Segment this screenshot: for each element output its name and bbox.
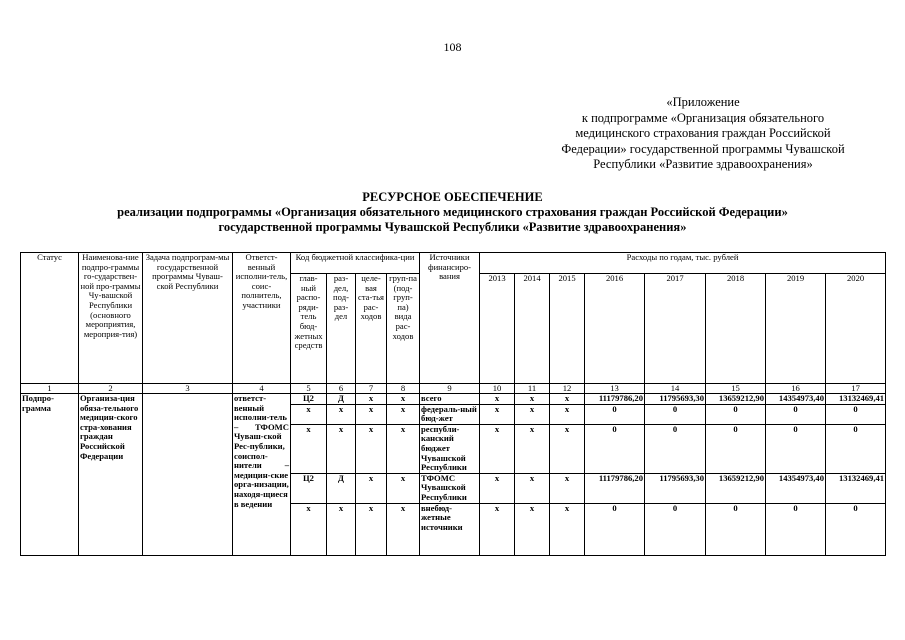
value-cell: 0 xyxy=(766,503,826,555)
header-rzpr: раз-дел, под-раз-дел xyxy=(327,274,356,384)
header-status: Статус xyxy=(21,253,79,384)
appendix-line: к подпрограмме «Организация обязательного xyxy=(581,110,825,125)
header-grbs: глав-ный распо-ряди-тель бюд-жетных средств xyxy=(291,274,327,384)
vr-cell: х xyxy=(387,424,420,473)
grbs-cell: х xyxy=(291,404,327,424)
header-year: 2017 xyxy=(645,274,706,384)
vr-cell: х xyxy=(387,394,420,405)
value-cell: х xyxy=(480,394,515,405)
header-task: Задача подпрограм-мы государственной программы Чуваш-ской Республики xyxy=(143,253,233,384)
appendix-line: Республики «Развитие здравоохранения» xyxy=(593,157,813,171)
value-cell: 11179786,20 xyxy=(585,394,645,405)
value-cell: х xyxy=(480,404,515,424)
header-year: 2016 xyxy=(585,274,645,384)
value-cell: х xyxy=(515,404,550,424)
value-cell: 0 xyxy=(706,424,766,473)
col-number: 13 xyxy=(585,384,645,394)
value-cell: 14354973,40 xyxy=(766,394,826,405)
appendix-note xyxy=(538,95,868,173)
grbs-cell: Ц2 xyxy=(291,473,327,503)
source-cell: всего xyxy=(420,394,480,405)
value-cell: 0 xyxy=(766,404,826,424)
col-number: 6 xyxy=(327,384,356,394)
value-cell: х xyxy=(550,404,585,424)
source-cell: федераль-ный бюд-жет xyxy=(420,404,480,424)
header-year: 2014 xyxy=(515,274,550,384)
document-title xyxy=(0,190,905,235)
vr-cell: х xyxy=(387,404,420,424)
table-row xyxy=(21,394,886,405)
value-cell: 0 xyxy=(585,503,645,555)
value-cell: 0 xyxy=(706,503,766,555)
appendix-line: Федерации» государственной программы Чувашской xyxy=(561,141,845,156)
title-line-3: государственной программы Чувашской Республики «Развитие здравоохранения» xyxy=(218,220,687,234)
csr-cell: х xyxy=(356,394,387,405)
grbs-cell: Ц2 xyxy=(291,394,327,405)
task-cell xyxy=(143,394,233,556)
col-number: 4 xyxy=(233,384,291,394)
header-budget-code: Код бюджетной классифика-ции xyxy=(291,253,420,274)
header-year: 2018 xyxy=(706,274,766,384)
column-number-row xyxy=(21,384,886,394)
header-source: Источники финансиро-вания xyxy=(420,253,480,384)
value-cell: 0 xyxy=(826,424,886,473)
rzpr-cell: х xyxy=(327,503,356,555)
value-cell: х xyxy=(515,473,550,503)
col-number: 5 xyxy=(291,384,327,394)
value-cell: 11179786,20 xyxy=(585,473,645,503)
value-cell: х xyxy=(550,424,585,473)
value-cell: 13132469,41 xyxy=(826,473,886,503)
csr-cell: х xyxy=(356,424,387,473)
value-cell: 0 xyxy=(645,503,706,555)
value-cell: х xyxy=(480,503,515,555)
value-cell: х xyxy=(550,473,585,503)
subprogram-name-cell: Организа-ция обяза-тельного медицин-ского стра-хования граждан Российской Федерации xyxy=(79,394,143,556)
appendix-line: медицинского страхования граждан Российской xyxy=(575,126,831,140)
csr-cell: х xyxy=(356,404,387,424)
value-cell: х xyxy=(515,424,550,473)
value-cell: 0 xyxy=(826,503,886,555)
vr-cell: х xyxy=(387,473,420,503)
value-cell: 0 xyxy=(585,424,645,473)
value-cell: 11795693,30 xyxy=(645,473,706,503)
header-vr: груп-па (под-груп-па) вида рас-ходов xyxy=(387,274,420,384)
resource-table xyxy=(20,252,886,556)
value-cell: 0 xyxy=(826,404,886,424)
col-number: 14 xyxy=(645,384,706,394)
value-cell: х xyxy=(480,473,515,503)
col-number: 9 xyxy=(420,384,480,394)
header-year: 2020 xyxy=(826,274,886,384)
col-number: 2 xyxy=(79,384,143,394)
col-number: 8 xyxy=(387,384,420,394)
value-cell: 14354973,40 xyxy=(766,473,826,503)
responsible-cell: ответст-венный исполни-тель – ТФОМС Чуваш-ской Рес-публики, соиспол-нители – медицин-ские орга-низации, находя-щиеся в ведении xyxy=(233,394,291,556)
value-cell: 13132469,41 xyxy=(826,394,886,405)
header-expenses: Расходы по годам, тыс. рублей xyxy=(480,253,886,274)
header-year: 2015 xyxy=(550,274,585,384)
col-number: 3 xyxy=(143,384,233,394)
value-cell: 0 xyxy=(585,404,645,424)
grbs-cell: х xyxy=(291,503,327,555)
source-cell: ТФОМС Чувашской Республики xyxy=(420,473,480,503)
appendix-line: «Приложение xyxy=(666,95,740,109)
header-csr: целе-вая ста-тья рас-ходов xyxy=(356,274,387,384)
title-line-2: реализации подпрограммы «Организация обязательного медицинского страхования граждан Российской Федерации» xyxy=(117,205,788,219)
value-cell: 13659212,90 xyxy=(706,473,766,503)
col-number: 11 xyxy=(515,384,550,394)
col-number: 15 xyxy=(706,384,766,394)
header-year: 2019 xyxy=(766,274,826,384)
csr-cell: х xyxy=(356,473,387,503)
header-responsible: Ответст-венный исполни-тель, соис-полнитель, участники xyxy=(233,253,291,384)
value-cell: х xyxy=(515,394,550,405)
value-cell: 13659212,90 xyxy=(706,394,766,405)
value-cell: х xyxy=(550,503,585,555)
source-cell: республи-канский бюджет Чувашской Республики xyxy=(420,424,480,473)
col-number: 12 xyxy=(550,384,585,394)
page-number: 108 xyxy=(443,40,462,54)
value-cell: х xyxy=(480,424,515,473)
value-cell: х xyxy=(550,394,585,405)
col-number: 16 xyxy=(766,384,826,394)
header-year: 2013 xyxy=(480,274,515,384)
csr-cell: х xyxy=(356,503,387,555)
value-cell: 11795693,30 xyxy=(645,394,706,405)
value-cell: 0 xyxy=(645,404,706,424)
header-name: Наименова-ние подпро-граммы го-сударствен-ной про-граммы Чу-вашской Республики (основного мероприятия, мероприя-тия) xyxy=(79,253,143,384)
value-cell: 0 xyxy=(766,424,826,473)
title-line-1: РЕСУРСНОЕ ОБЕСПЕЧЕНИЕ xyxy=(362,190,543,204)
col-number: 10 xyxy=(480,384,515,394)
col-number: 1 xyxy=(21,384,79,394)
source-cell: внебюд-жетные источники xyxy=(420,503,480,555)
value-cell: х xyxy=(515,503,550,555)
rzpr-cell: х xyxy=(327,404,356,424)
rzpr-cell: Д xyxy=(327,394,356,405)
value-cell: 0 xyxy=(645,424,706,473)
col-number: 7 xyxy=(356,384,387,394)
rzpr-cell: Д xyxy=(327,473,356,503)
grbs-cell: х xyxy=(291,424,327,473)
col-number: 17 xyxy=(826,384,886,394)
status-cell: Подпро-грамма xyxy=(21,394,79,556)
rzpr-cell: х xyxy=(327,424,356,473)
vr-cell: х xyxy=(387,503,420,555)
value-cell: 0 xyxy=(706,404,766,424)
